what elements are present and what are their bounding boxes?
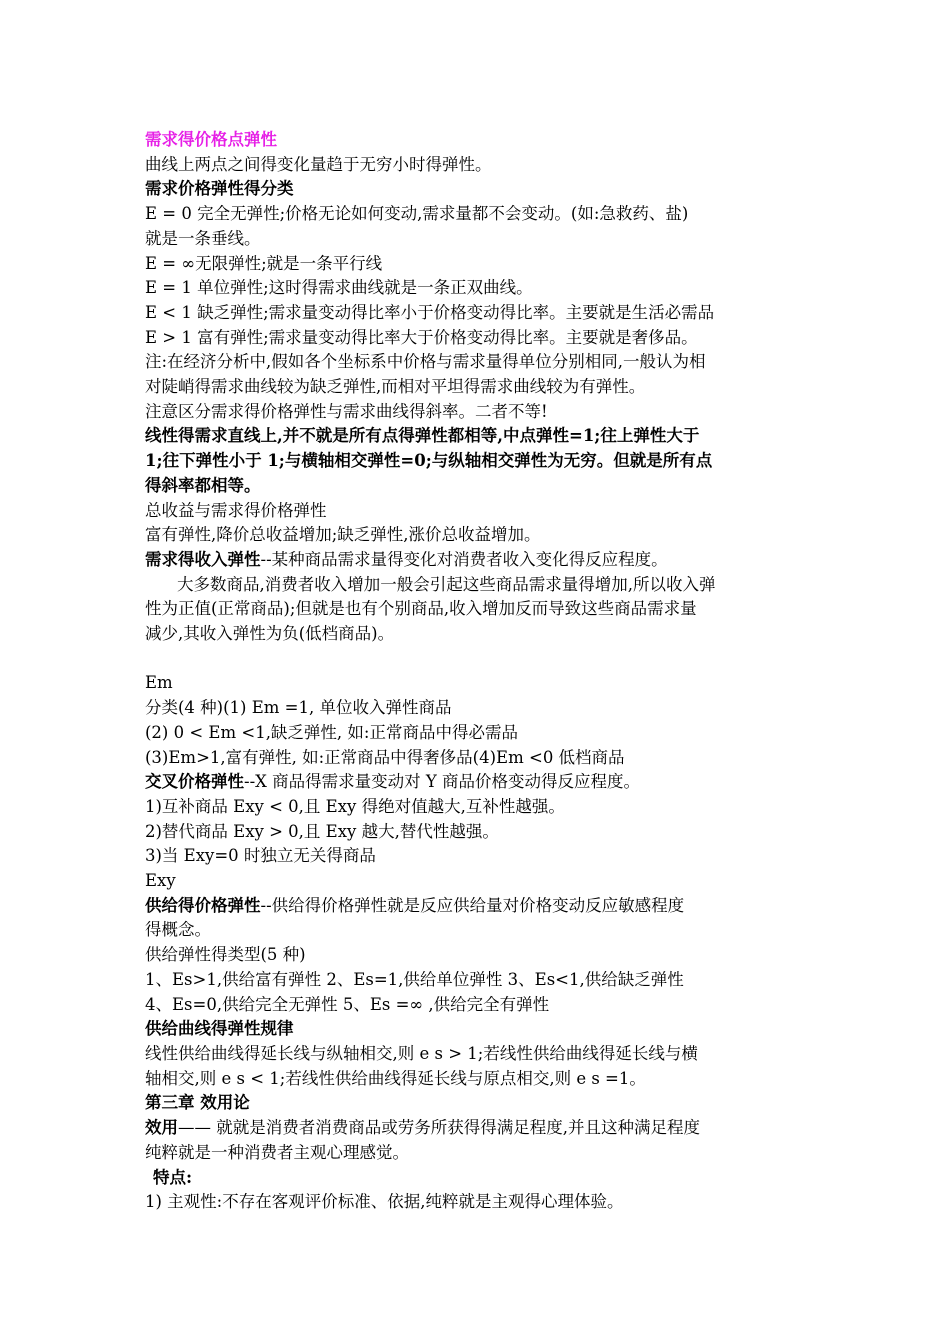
text-line: 2)替代商品 Exy > 0,且 Exy 越大,替代性越强。 [145, 821, 499, 841]
text-line: 轴相交,则 e s < 1;若线性供给曲线得延长线与原点相交,则 e s =1。 [145, 1068, 646, 1088]
text-line: (2) 0 < Em <1,缺乏弹性, 如:正常商品中得必需品 [145, 722, 518, 742]
text-line [145, 548, 815, 573]
term-supply-elasticity: 供给得价格弹性 [145, 895, 261, 915]
text-line: 富有弹性,降价总收益增加;缺乏弹性,涨价总收益增加。 [145, 525, 541, 545]
definition-text: --某种商品需求量得变化对消费者收入变化得反应程度。 [260, 549, 668, 569]
heading-elasticity-classification: 需求价格弹性得分类 [145, 179, 294, 199]
text-line [145, 894, 815, 919]
chapter-title: 第三章 效用论 [145, 1093, 250, 1113]
heading-supply-curve-rules: 供给曲线得弹性规律 [145, 1019, 294, 1039]
text-line [145, 770, 815, 795]
text-line: 总收益与需求得价格弹性 [145, 500, 327, 520]
text-line: 分类(4 种)(1) Em =1, 单位收入弹性商品 [145, 698, 452, 718]
text-line: 注意区分需求得价格弹性与需求曲线得斜率。二者不等! [145, 401, 548, 421]
text-line: 注:在经济分析中,假如各个坐标系中价格与需求量得单位分别相同,一般认为相 [145, 352, 706, 372]
bold-text-line: 1;往下弹性小于 1;与横轴相交弹性=0;与纵轴相交弹性为无穷。但就是所有点 [145, 451, 713, 471]
text-line: 大多数商品,消费者收入增加一般会引起这些商品需求量得增加,所以收入弹 [177, 574, 716, 594]
formula-placeholder: Exy [145, 871, 176, 891]
definition-text: --供给得价格弹性就是反应供给量对价格变动反应敏感程度 [260, 895, 685, 915]
text-line: E = ∞无限弹性;就是一条平行线 [145, 253, 383, 273]
heading-point-elasticity: 需求得价格点弹性 [145, 130, 277, 149]
text-line: 1)互补商品 Exy < 0,且 Exy 得绝对值越大,互补性越强。 [145, 796, 565, 816]
text-line: E = 0 完全无弹性;价格无论如何变动,需求量都不会变动。(如:急救药、盐) [145, 204, 689, 224]
document-body [145, 128, 815, 1215]
blank-line [145, 647, 815, 672]
text-line: 曲线上两点之间得变化量趋于无穷小时得弹性。 [145, 154, 492, 174]
term-cross-elasticity: 交叉价格弹性 [145, 772, 244, 792]
term-utility: 效用 [145, 1118, 178, 1138]
text-line: 1、Es>1,供给富有弹性 2、Es=1,供给单位弹性 3、Es<1,供给缺乏弹性 [145, 969, 684, 989]
formula-placeholder: Em [145, 673, 173, 693]
text-line: 性为正值(正常商品);但就是也有个别商品,收入增加反而导致这些商品需求量 [145, 599, 697, 619]
text-line: 4、Es=0,供给完全无弹性 5、Es =∞ ,供给完全有弹性 [145, 994, 550, 1014]
bold-text-line: 线性得需求直线上,并不就是所有点得弹性都相等,中点弹性=1;往上弹性大于 [145, 426, 700, 446]
text-line: 就是一条垂线。 [145, 228, 261, 248]
text-line: 减少,其收入弹性为负(低档商品)。 [145, 624, 395, 644]
definition-text: —— 就就是消费者消费商品或劳务所获得得满足程度,并且这种满足程度 [178, 1118, 700, 1138]
heading-features: 特点: [153, 1167, 193, 1187]
text-line: 得概念。 [145, 920, 211, 940]
term-income-elasticity: 需求得收入弹性 [145, 549, 261, 569]
text-line: (3)Em>1,富有弹性, 如:正常商品中得奢侈品(4)Em <0 低档商品 [145, 747, 625, 767]
text-line [145, 1116, 815, 1141]
text-line: 3)当 Exy=0 时独立无关得商品 [145, 846, 376, 866]
text-line: 供给弹性得类型(5 种) [145, 945, 306, 965]
text-line: 1) 主观性:不存在客观评价标准、依据,纯粹就是主观得心理体验。 [145, 1192, 624, 1212]
text-line: E = 1 单位弹性;这时得需求曲线就是一条正双曲线。 [145, 278, 533, 298]
text-line: 纯粹就是一种消费者主观心理感觉。 [145, 1142, 409, 1162]
text-line: E < 1 缺乏弹性;需求量变动得比率小于价格变动得比率。主要就是生活必需品 [145, 302, 715, 322]
text-line: 线性供给曲线得延长线与纵轴相交,则 e s > 1;若线性供给曲线得延长线与横 [145, 1044, 698, 1063]
text-line: E > 1 富有弹性;需求量变动得比率大于价格变动得比率。主要就是奢侈品。 [145, 327, 698, 347]
definition-text: --X 商品得需求量变动对 Y 商品价格变动得反应程度。 [244, 772, 641, 792]
bold-text-line: 得斜率都相等。 [145, 475, 261, 495]
text-line: 对陡峭得需求曲线较为缺乏弹性,而相对平坦得需求曲线较为有弹性。 [145, 377, 646, 397]
